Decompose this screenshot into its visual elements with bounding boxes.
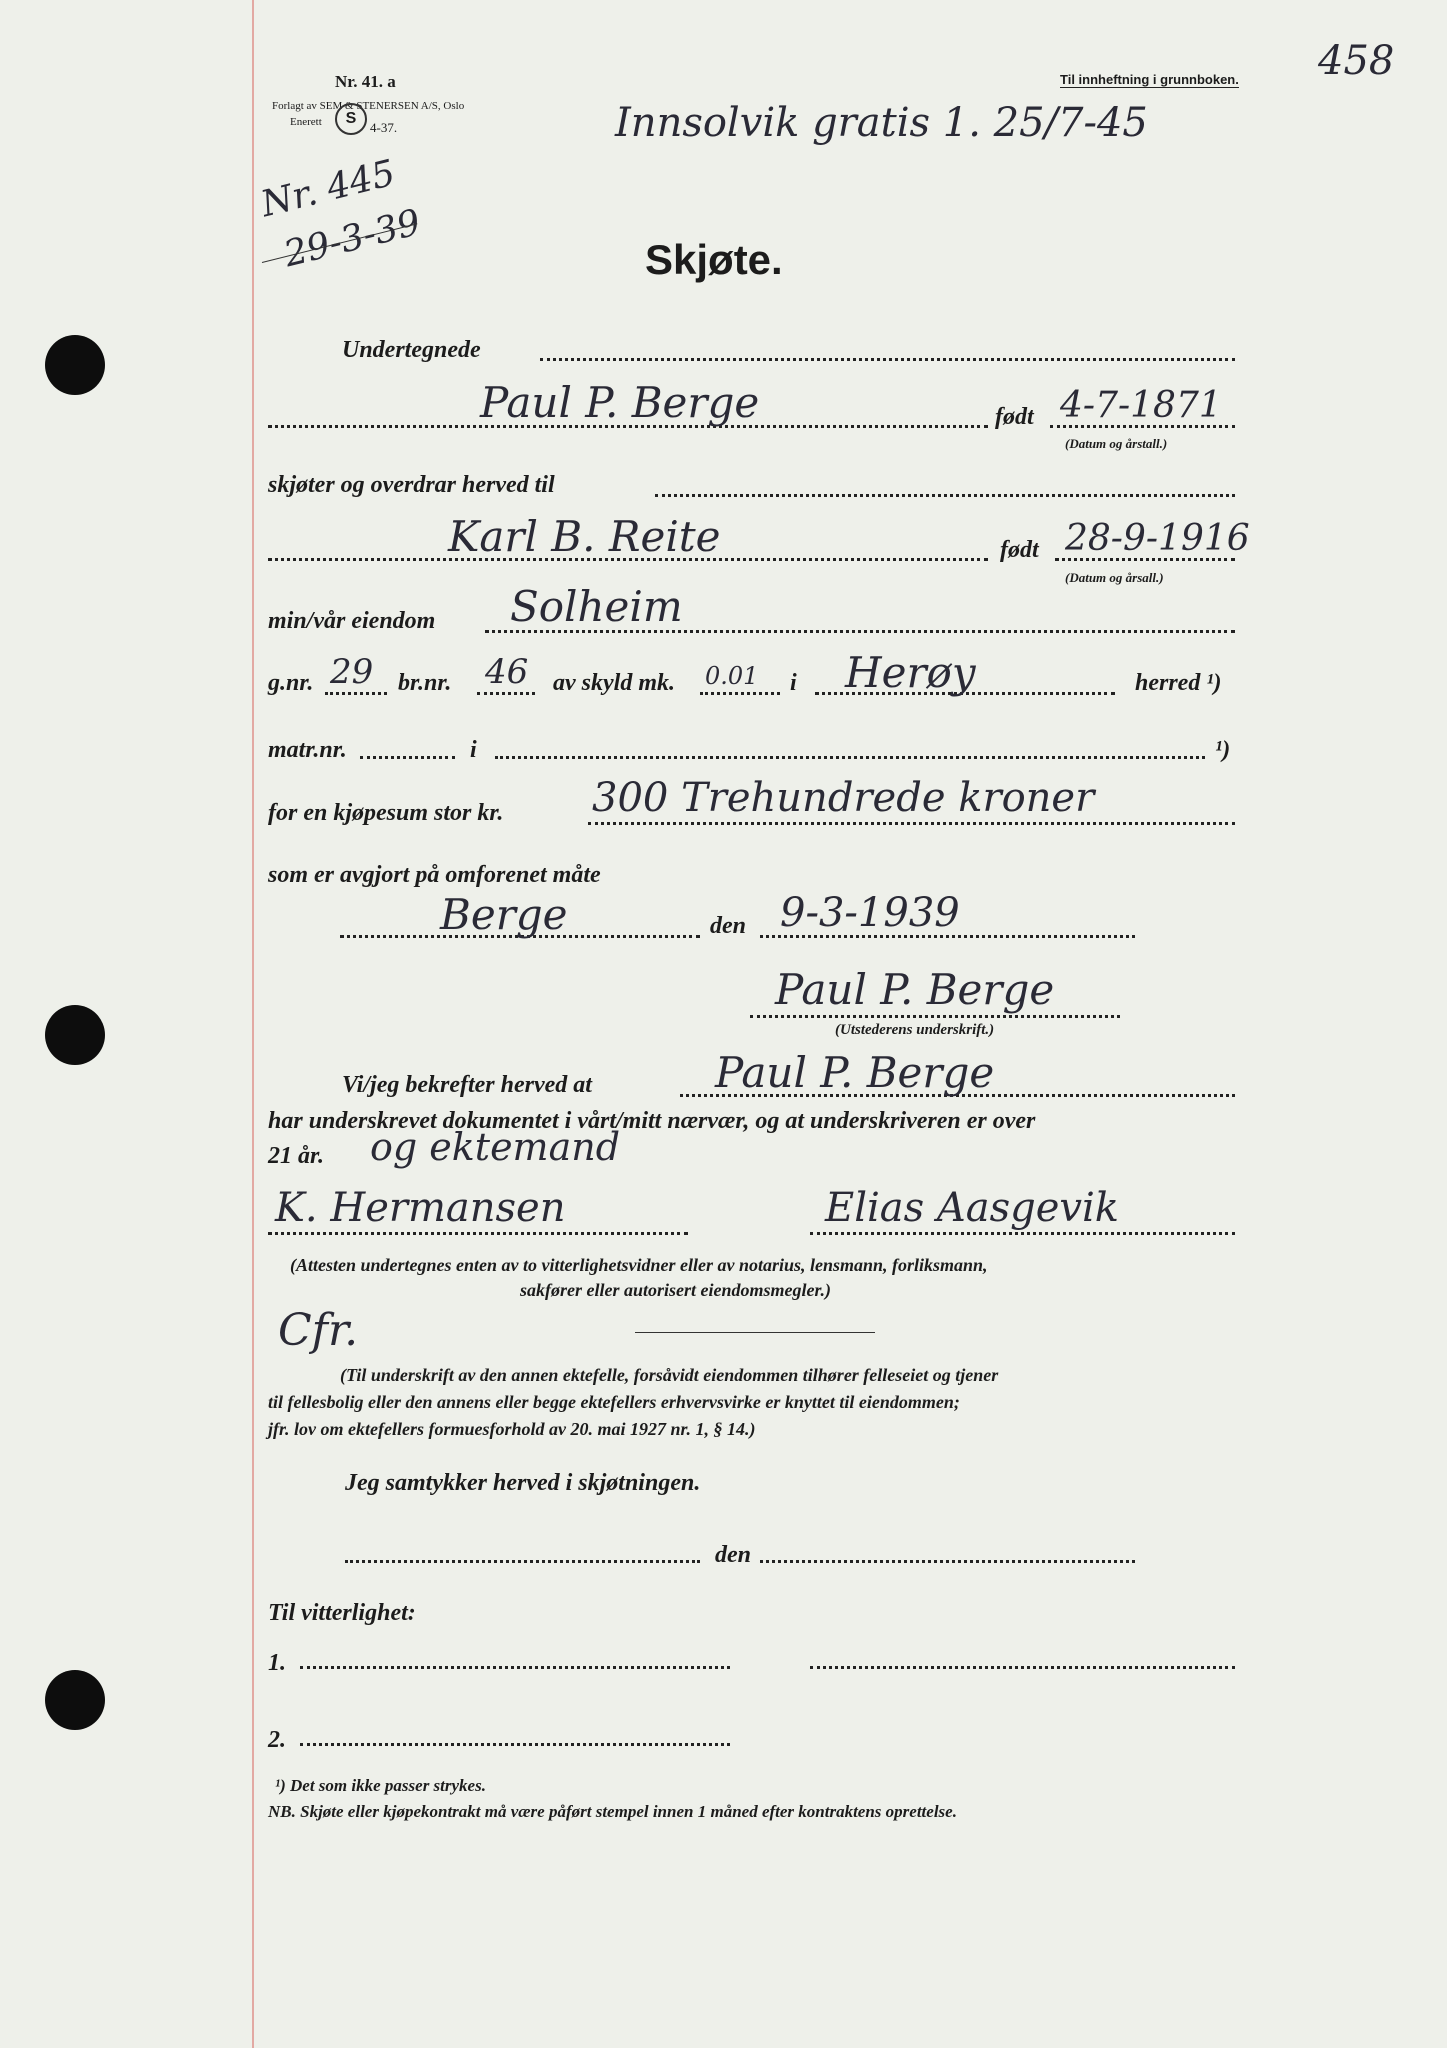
label-witness-2: 2. — [268, 1727, 286, 1753]
buyer-birthdate: 28-9-1916 — [1065, 518, 1250, 559]
field-line — [477, 692, 535, 695]
age-note: og ektemand — [370, 1125, 621, 1169]
skyld-value: 0.01 — [705, 662, 759, 690]
field-line — [300, 1666, 730, 1669]
property-name: Solheim — [510, 582, 683, 631]
seller-name: Paul P. Berge — [480, 378, 760, 427]
label-brnr: br.nr. — [398, 670, 452, 696]
datum-note: (Datum og årstall.) — [1065, 436, 1168, 451]
publisher-logo: S — [335, 103, 367, 135]
field-line — [300, 1743, 730, 1746]
footnote-1: ¹) Det som ikke passer strykes. — [275, 1776, 486, 1795]
document-title: Skjøte. — [645, 236, 783, 283]
publisher-line: Forlagt av SEM & STENERSEN A/S, Oslo — [272, 100, 465, 112]
signature-line — [750, 1015, 1120, 1018]
field-line — [700, 692, 780, 695]
label-kjopesum: for en kjøpesum stor kr. — [268, 800, 504, 826]
label-21-ar: 21 år. — [268, 1143, 325, 1169]
field-line — [360, 756, 455, 759]
punch-hole — [45, 1005, 105, 1065]
seller-signature: Paul P. Berge — [775, 965, 1055, 1014]
binding-note: Til innheftning i grunnboken. — [1060, 72, 1239, 87]
field-line — [540, 358, 1235, 361]
footnote-nb: NB. Skjøte eller kjøpekontrakt må være påført stempel innen 1 måned efter kontraktens oprettelse. — [268, 1802, 957, 1821]
field-line — [588, 822, 1235, 825]
margin-rule — [252, 0, 254, 2048]
label-den: den — [715, 1542, 751, 1568]
place-value: Berge — [440, 890, 568, 939]
signature-line — [810, 1232, 1235, 1235]
label-matrnr: matr.nr. — [268, 737, 347, 763]
spouse-note-line-3: jfr. lov om ektefellers formuesforhold av 20. mai 1927 nr. 1, § 14.) — [268, 1419, 756, 1439]
field-line — [810, 1666, 1235, 1669]
label-har-underskrevet: har underskrevet dokumentet i vårt/mitt nærvær, og at underskriveren er over — [268, 1108, 1036, 1134]
punch-hole — [45, 1670, 105, 1730]
spouse-signature-line — [635, 1332, 875, 1333]
label-herred: herred ¹) — [1135, 670, 1222, 696]
label-skyld: av skyld mk. — [553, 670, 675, 696]
form-number: Nr. 41. a — [335, 72, 396, 91]
form-date: 4-37. — [370, 120, 398, 135]
attest-note-line-1: (Attesten undertegnes enten av to vitterlighetsvidner eller av notarius, lensmann, forliksmann, — [290, 1255, 988, 1275]
utsteder-note: (Utstederens underskrift.) — [835, 1022, 995, 1038]
spouse-note-line-2: til fellesbolig eller den annens eller begge ektefellers erhvervsvirke er knyttet til eiendommen; — [268, 1392, 960, 1412]
field-line — [760, 1560, 1135, 1563]
witness-1-signature: K. Hermansen — [275, 1185, 566, 1231]
herred-value: Herøy — [845, 648, 976, 697]
price-value: 300 Trehundrede kroner — [592, 775, 1095, 821]
copyright-label: Enerett — [290, 116, 322, 128]
datum-note: (Datum og årsall.) — [1065, 570, 1164, 585]
punch-hole — [45, 335, 105, 395]
label-undertegnede: Undertegnede — [342, 337, 481, 363]
label-bekrefter: Vi/jeg bekrefter herved at — [342, 1072, 592, 1098]
attest-note-line-2: sakfører eller autorisert eiendomsmegler.) — [520, 1280, 831, 1300]
label-den: den — [710, 913, 746, 939]
spouse-note-line-1: (Til underskrift av den annen ektefelle, forsåvidt eiendommen tilhører felleseiet og tjener — [340, 1365, 999, 1385]
label-fodt: født — [995, 404, 1034, 430]
field-line — [345, 1560, 700, 1563]
field-line — [325, 692, 387, 695]
date-value: 9-3-1939 — [780, 890, 960, 936]
label-avgjort: som er avgjort på omforenet måte — [268, 862, 601, 888]
registration-date: 29-3-39 — [280, 202, 425, 276]
buyer-name: Karl B. Reite — [448, 512, 721, 561]
brnr-value: 46 — [485, 652, 529, 692]
label-samtykker: Jeg samtykker herved i skjøtningen. — [345, 1470, 701, 1496]
footnote-ref: ¹) — [1215, 737, 1231, 763]
label-fodt: født — [1000, 537, 1039, 563]
handwritten-registry-note: Innsolvik gratis 1. 25/7-45 — [615, 100, 1148, 146]
seller-birthdate: 4-7-1871 — [1060, 385, 1222, 426]
field-line — [495, 756, 1205, 759]
registration-number: Nr. 445 — [257, 152, 400, 226]
label-eiendom: min/vår eiendom — [268, 608, 436, 634]
cfr-mark: Cfr. — [278, 1305, 359, 1356]
witness-2-signature: Elias Aasgevik — [825, 1185, 1120, 1231]
field-line — [655, 494, 1235, 497]
gnr-value: 29 — [330, 652, 374, 692]
label-witness-1: 1. — [268, 1650, 286, 1676]
confirmed-person: Paul P. Berge — [715, 1048, 995, 1097]
page-number: 458 — [1318, 38, 1395, 84]
label-i: i — [790, 670, 797, 696]
signature-line — [268, 1232, 688, 1235]
label-skjoter: skjøter og overdrar herved til — [268, 472, 555, 498]
label-vitterlighet: Til vitterlighet: — [268, 1600, 416, 1626]
label-i: i — [470, 737, 477, 763]
label-gnr: g.nr. — [268, 670, 314, 696]
